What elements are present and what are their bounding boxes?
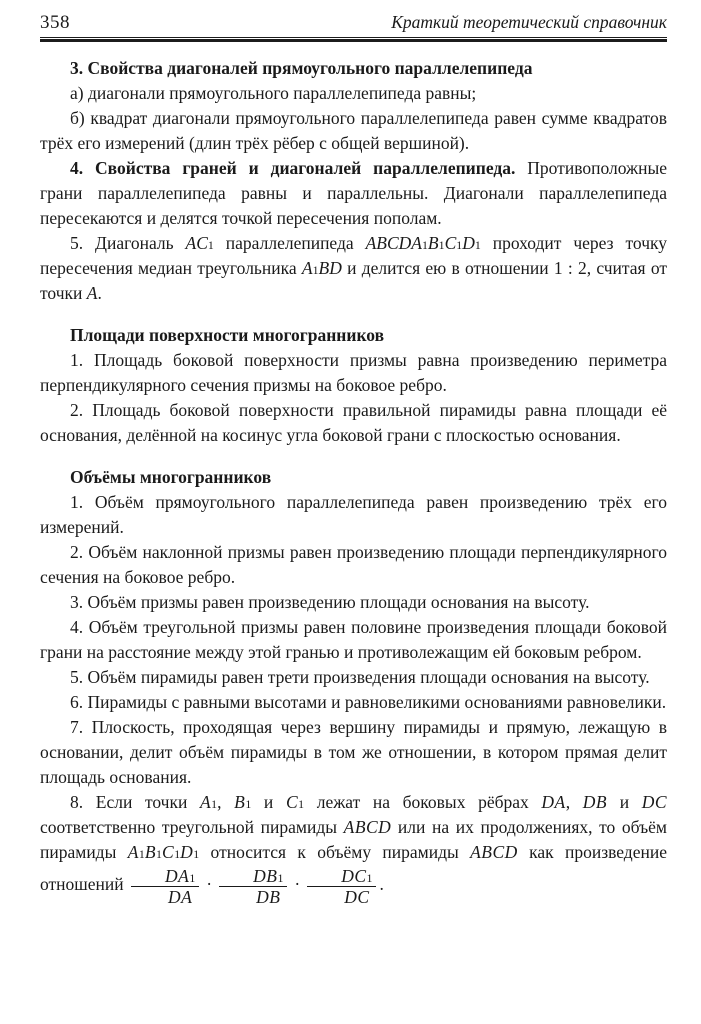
para-surface-2: 2. Площадь боковой поверхности правильной пирамиды равна площади её основания, делённой на косинус угла боковой грани с плоскостью основания.	[40, 400, 667, 445]
para-3a: а) диагонали прямоугольного параллелепипеда равны;	[70, 83, 477, 103]
fraction: $\frac{DC1}{DC}$	[307, 867, 376, 907]
heading-surface-areas: Площади поверхности многогранников	[70, 325, 385, 345]
page-body	[40, 56, 667, 907]
para-surface-1: 1. Площадь боковой поверхности призмы равна произведению периметра перпендикулярного сечения призмы на боковое ребро.	[40, 350, 667, 395]
fraction: $\frac{DB1}{DB}$	[219, 867, 287, 907]
page-number: 358	[40, 12, 70, 33]
header-rule	[40, 37, 667, 42]
para-volume-7: 7. Плоскость, проходящая через вершину пирамиды и прямую, лежащую в основании, делит объём пирамиды в том же отношении, в котором прямая делит площадь основания.	[40, 717, 667, 787]
para-5-diagonal-ac1: 5. Диагональ AC1 параллелепипеда ABCDA1B1C1D1 проходит через точку пересечения медиан треугольника A1BD и делится ею в отношении 1 : 2, считая от точки A.	[40, 233, 667, 303]
running-title: Краткий теоретический справочник	[391, 12, 667, 32]
para-volume-4: 4. Объём треугольной призмы равен половине произведения площади боковой грани на расстояние между этой гранью и противолежащим ей боковым ребром.	[40, 617, 667, 662]
para-volume-6: 6. Пирамиды с равными высотами и равновеликими основаниями равновелики.	[70, 692, 667, 712]
para-volume-3: 3. Объём призмы равен произведению площади основания на высоту.	[70, 592, 590, 612]
para-volume-8-ratio-formula: 8. Если точки A1, B1 и C1 лежат на боковых рёбрах DA, DB и DC соответственно треугольной пирамиды ABCD или на их продолжениях, то объём пирамиды A1B1C1D1 относится к объёму пирамиды ABCD как произведение отношений $\frac{DA1}{DA}$ · $\frac{DB1}{DB}$ · $\frac{DC1}{DC}$ .	[40, 792, 668, 908]
para-3-properties-of-diagonals-heading: 3. Свойства диагоналей прямоугольного параллелепипеда	[70, 58, 533, 78]
para-4-faces-and-diagonals: 4. Свойства граней и диагоналей параллелепипеда. Противоположные грани параллелепипеда равны и параллельны. Диагонали параллелепипеда пересекаются и делятся точкой пересечения пополам.	[40, 158, 668, 228]
para-3b: б) квадрат диагонали прямоугольного параллелепипеда равен сумме квадратов трёх его измерений (длин трёх рёбер с общей вершиной).	[40, 108, 667, 153]
page-header	[40, 12, 667, 34]
para-volume-1: 1. Объём прямоугольного параллелепипеда равен произведению трёх его измерений.	[40, 492, 667, 537]
para-volume-5: 5. Объём пирамиды равен трети произведения площади основания на высоту.	[70, 667, 650, 687]
para-volume-2: 2. Объём наклонной призмы равен произведению площади перпендикулярного сечения на боковое ребро.	[40, 542, 667, 587]
heading-volumes: Объёмы многогранников	[70, 467, 272, 487]
fraction: $\frac{DA1}{DA}$	[131, 867, 199, 907]
